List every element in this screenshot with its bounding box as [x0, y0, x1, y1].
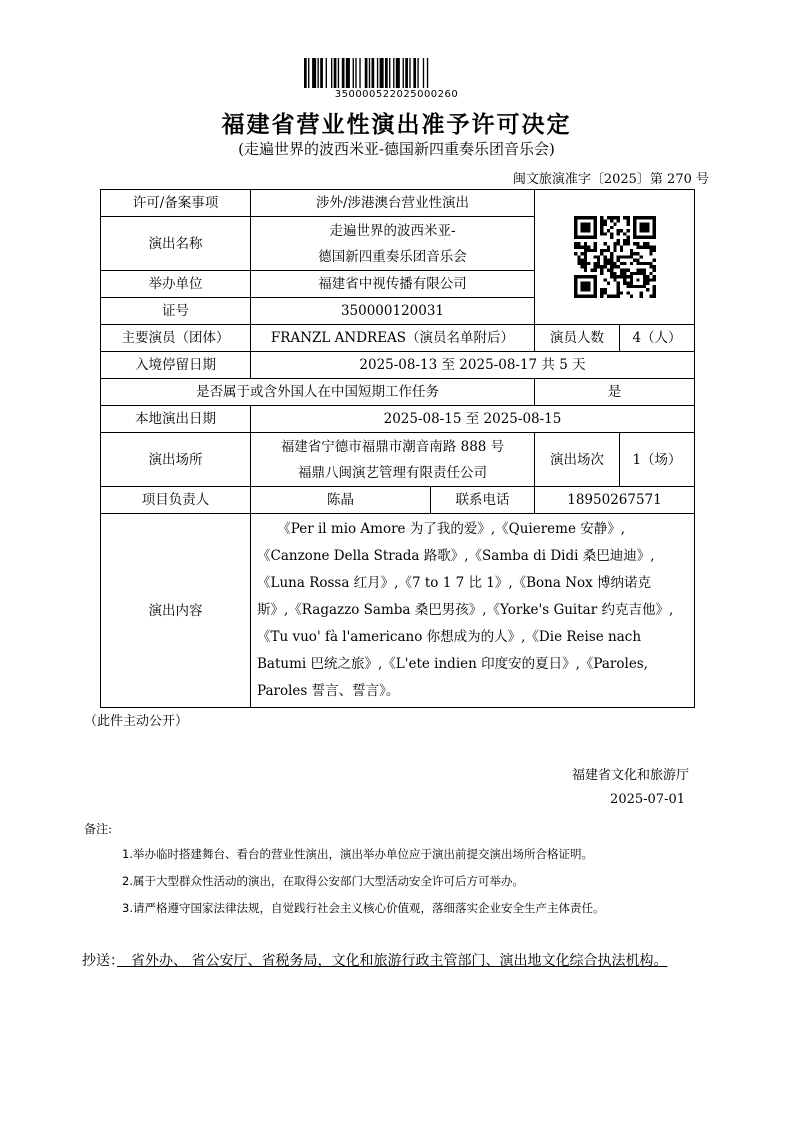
content-line: 《Luna Rossa 红月》,《7 to 1 7 比 1》,《Bona Nox 博纳诺克 [257, 575, 652, 591]
document-number: 闽文旅演准字〔2025〕第 270 号 [512, 172, 709, 187]
performer-value: FRANZL ANDREAS（演员名单附后） [251, 325, 535, 352]
public-note: （此件主动公开） [84, 714, 189, 729]
barcode-number: 350000522025000260 [334, 89, 459, 100]
page-subtitle: (走遍世界的波西米亚-德国新四重奏乐团音乐会) [238, 140, 555, 158]
local-date-label: 本地演出日期 [101, 406, 251, 433]
venue-label: 演出场所 [101, 433, 251, 487]
content-line: Paroles 誓言、誓言》。 [257, 683, 400, 699]
cc-recipients: 省外办、 省公安厅、省税务局，文化和旅游行政主管部门、演出地文化综合执法机构。 [117, 953, 668, 969]
qr-code-image [574, 216, 656, 298]
permit-item-label: 许可/备案事项 [101, 190, 251, 217]
content-label: 演出内容 [101, 514, 251, 708]
cert-value: 350000120031 [251, 298, 535, 325]
organizer-label: 举办单位 [101, 271, 251, 298]
issue-date: 2025-07-01 [610, 792, 685, 807]
cc-label: 抄送： [82, 953, 117, 969]
permit-item-value: 涉外/涉港澳台营业性演出 [251, 190, 535, 217]
foreign-work-value: 是 [535, 379, 695, 406]
content-line: 《Canzone Della Strada 路歌》,《Samba di Didi 桑巴迪迪》, [257, 548, 655, 564]
venue-line2: 福鼎八闽演艺管理有限责任公司 [298, 464, 487, 481]
content-line: 斯》,《Ragazzo Samba 桑巴男孩》,《Yorke's Guitar 约克吉他》, [257, 602, 674, 618]
barcode-image [304, 58, 464, 88]
venue-value [251, 433, 535, 487]
show-name-line2: 德国新四重奏乐团音乐会 [318, 248, 467, 265]
page-title: 福建省营业性演出准予许可决定 [221, 112, 572, 138]
stay-date-value: 2025-08-13 至 2025-08-17 共 5 天 [251, 352, 695, 379]
local-date-value: 2025-08-15 至 2025-08-15 [251, 406, 695, 433]
notes-title: 备注: [84, 822, 113, 836]
foreign-work-label: 是否属于或含外国人在中国短期工作任务 [101, 379, 535, 406]
sessions-value: 1（场） [620, 433, 695, 487]
content-value [251, 514, 695, 708]
permit-table [100, 189, 695, 708]
actor-count-label: 演员人数 [535, 325, 620, 352]
organizer-value: 福建省中视传播有限公司 [251, 271, 535, 298]
qr-code-cell [535, 190, 695, 325]
phone-label: 联系电话 [431, 487, 535, 514]
stay-date-label: 入境停留日期 [101, 352, 251, 379]
issuer-name: 福建省文化和旅游厅 [571, 768, 689, 783]
cert-label: 证号 [101, 298, 251, 325]
cc-section [82, 948, 714, 974]
manager-value: 陈晶 [251, 487, 431, 514]
show-name-line1: 走遍世界的波西米亚- [329, 222, 456, 239]
content-line: 《Tu vuo' fà l'americano 你想成为的人》,《Die Reise nach [257, 629, 642, 645]
show-name-label: 演出名称 [101, 217, 251, 271]
content-line: Batumi 巴统之旅》,《L'ete indien 印度安的夏日》,《Paroles, [257, 656, 649, 672]
actor-count-value: 4（人） [620, 325, 695, 352]
manager-label: 项目负责人 [101, 487, 251, 514]
note-item: 1.举办临时搭建舞台、看台的营业性演出，演出举办单位应于演出前提交演出场所合格证明。 [122, 847, 593, 861]
venue-line1: 福建省宁德市福鼎市潮音南路 888 号 [280, 438, 505, 455]
show-name-value [251, 217, 535, 271]
phone-value: 18950267571 [535, 487, 695, 514]
performer-label: 主要演员（团体） [101, 325, 251, 352]
note-item: 2.属于大型群众性活动的演出，在取得公安部门大型活动安全许可后方可举办。 [122, 874, 524, 888]
note-item: 3.请严格遵守国家法律法规，自觉践行社会主义核心价值观，落细落实企业安全生产主体责任。 [122, 901, 605, 915]
sessions-label: 演出场次 [535, 433, 620, 487]
content-line: 《Per il mio Amore 为了我的爱》,《Quiereme 安静》, [257, 521, 626, 537]
